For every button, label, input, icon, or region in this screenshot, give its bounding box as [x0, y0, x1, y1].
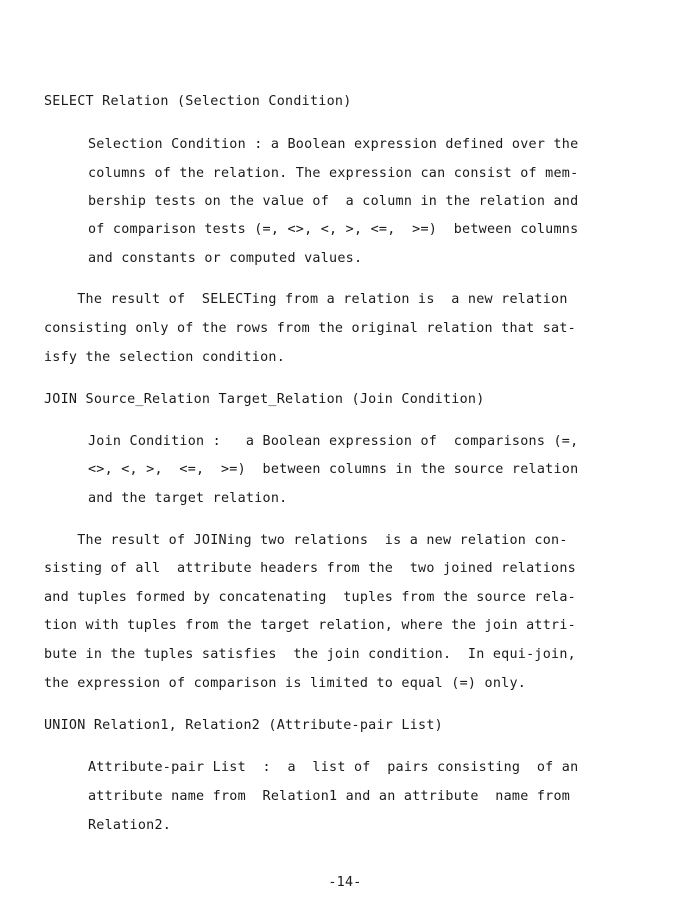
text-line: bute in the tuples satisfies the join condition. In equi-join, — [44, 647, 576, 662]
text-line: the expression of comparison is limited to equal (=) only. — [44, 676, 527, 691]
text-line: and the target relation. — [88, 491, 288, 506]
text-line: Join Condition : a Boolean expression of comparisons (=, — [88, 434, 579, 449]
text-line: of comparison tests (=, <>, <, >, <=, >=) between columns — [88, 222, 579, 237]
select-heading: SELECT Relation (Selection Condition) — [44, 94, 352, 109]
text-line: attribute name from Relation1 and an attribute name from — [88, 789, 571, 804]
text-line: consisting only of the rows from the original relation that sat- — [44, 321, 576, 336]
text-line: The result of JOINing two relations is a new relation con- — [44, 533, 568, 548]
text-line: Selection Condition : a Boolean expression defined over the — [88, 137, 579, 152]
text-line: The result of SELECTing from a relation is a new relation — [44, 292, 568, 307]
join-heading: JOIN Source_Relation Target_Relation (Join Condition) — [44, 392, 485, 407]
text-line: sisting of all attribute headers from the two joined relations — [44, 561, 576, 576]
text-line: Relation2. — [88, 818, 172, 833]
text-line: and constants or computed values. — [88, 251, 363, 266]
text-line: isfy the selection condition. — [44, 350, 286, 365]
text-line: columns of the relation. The expression can consist of mem- — [88, 166, 579, 181]
union-heading: UNION Relation1, Relation2 (Attribute-pair List) — [44, 718, 443, 733]
text-line: <>, <, >, <=, >=) between columns in the source relation — [88, 462, 579, 477]
page-number: -14- — [328, 875, 362, 890]
text-line: Attribute-pair List : a list of pairs consisting of an — [88, 760, 579, 775]
text-line: and tuples formed by concatenating tuples from the source rela- — [44, 590, 576, 605]
text-line: tion with tuples from the target relation, where the join attri- — [44, 618, 576, 633]
text-line: bership tests on the value of a column in the relation and — [88, 194, 579, 209]
